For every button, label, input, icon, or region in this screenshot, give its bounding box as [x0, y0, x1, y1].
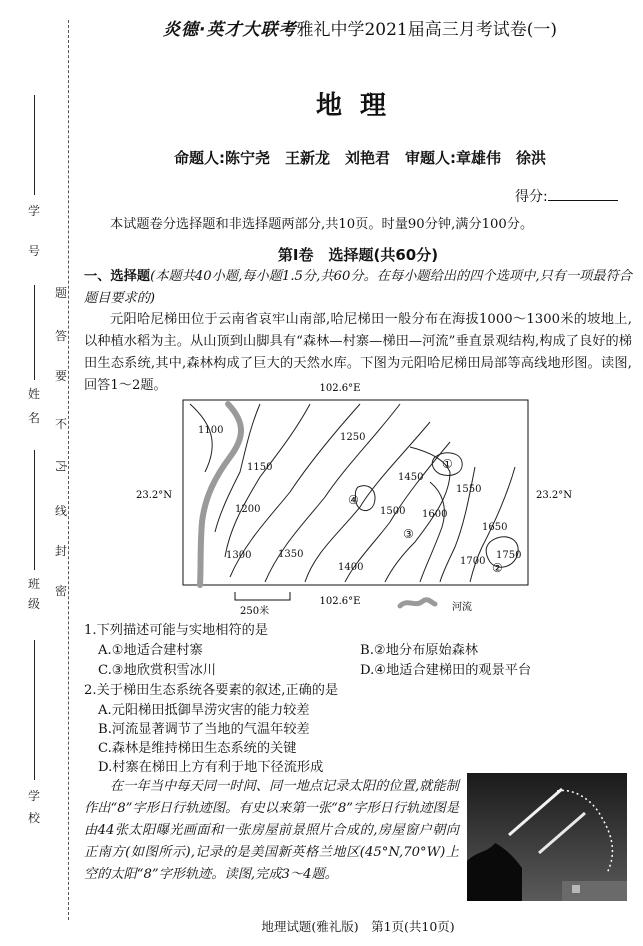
lat-left-label: 23.2°N [136, 490, 173, 501]
side-label-xuehao-1: 学 [27, 204, 40, 218]
score-blank [548, 188, 618, 201]
side-label-banji-1: 班 [27, 577, 40, 591]
q1-option-c: C.③地欣赏积雪冰川 [98, 663, 216, 678]
side-label-xingming-2: 名 [27, 411, 40, 425]
warning-char-3: 线 [54, 504, 67, 518]
authors-line: 命题人:陈宁尧 王新龙 刘艳君 审题人:章雄伟 徐洪 [174, 149, 546, 167]
contour-label: 1650 [482, 522, 508, 533]
section-title: 第Ⅰ卷 选择题(共60分) [277, 246, 439, 264]
marker-4: ④ [348, 493, 359, 507]
contour-label: 1400 [338, 562, 364, 573]
warning-char-2: 封 [54, 544, 67, 558]
lon-bottom-label: 102.6°E [319, 596, 361, 607]
q1-stem: 1.下列描述可能与实地相符的是 [84, 623, 269, 638]
warning-char-6: 要 [54, 369, 67, 383]
instructions-lead: 一、选择题 [84, 269, 151, 284]
binding-dashed-line [68, 20, 69, 920]
marker-1: ① [442, 457, 453, 471]
contour-map-svg [130, 382, 610, 622]
side-label-xingming-1: 姓 [27, 387, 40, 401]
xingming-write-line [34, 285, 35, 380]
exam-title: 雅礼中学2021届高三月考试卷(一) [296, 20, 557, 40]
warning-char-5: 不 [54, 417, 67, 431]
banji-write-line [34, 450, 35, 570]
contour-label: 1350 [278, 549, 304, 560]
legend-river-label: 河流 [452, 602, 472, 613]
score-field [515, 186, 618, 206]
scale-label: 250米 [240, 606, 270, 617]
marker-2: ② [492, 561, 503, 575]
xuexiao-write-line [34, 640, 35, 780]
contour-label: 1200 [235, 504, 261, 515]
instructions [84, 266, 632, 310]
side-label-xuehao-2: 号 [27, 244, 40, 258]
passage-1: 元阳哈尼梯田位于云南省哀牢山南部,哈尼梯田一般分布在海拔1000～1300米的坡地上,以种植水稻为主。从山顶到山脚具有“森林—村寨—梯田—河流”垂直景观结构,构成了良好的梯田生态系统,其中,森林构成了巨大的天然水库。下图为元阳哈尼梯田局部等高线地形图。读图,回答1～2题。 [84, 312, 632, 393]
side-label-banji-2: 级 [27, 597, 40, 611]
lon-top-label: 102.6°E [319, 383, 361, 394]
contour-label: 1450 [398, 472, 424, 483]
q2-option-b: B.河流显著调节了当地的气温年较差 [98, 722, 310, 737]
subject-title: 地理 [315, 91, 404, 121]
instructions-rest: (本题共40小题,每小题1.5分,共60分。在每小题给出的四个选项中,只有一项最符合题目要求的) [84, 269, 632, 306]
contour-map [130, 382, 610, 622]
page-footer: 地理试题(雅礼版) 第1页(共10页) [261, 919, 455, 934]
q1-option-d: D.④地适合建梯田的观景平台 [360, 663, 532, 678]
contour-label: 1700 [460, 556, 486, 567]
contour-label: 1100 [198, 425, 224, 436]
lat-right-label: 23.2°N [536, 490, 573, 501]
warning-char-7: 答 [54, 329, 67, 343]
contour-label: 1600 [422, 509, 448, 520]
warning-char-4: 内 [54, 459, 68, 472]
photo-house [562, 881, 627, 901]
contour-label: 1250 [340, 432, 366, 443]
side-label-xuexiao-2: 校 [27, 811, 40, 825]
legend-river-swatch [400, 600, 435, 606]
analemma-photo [467, 773, 627, 901]
q1-option-a: A.①地适合建村寨 [98, 643, 203, 658]
warning-char-8: 题 [54, 286, 67, 300]
scale-bar [235, 592, 290, 600]
contour-label: 1300 [226, 550, 252, 561]
side-label-xuexiao-1: 学 [27, 789, 40, 803]
exam-brand: 炎德·英才大联考 [163, 20, 297, 40]
warning-char-1: 密 [54, 584, 67, 598]
q1-option-b: B.②地分布原始森林 [360, 643, 479, 658]
q2-option-d: D.村寨在梯田上方有利于地下径流形成 [98, 760, 324, 775]
contour-label: 1750 [496, 550, 522, 561]
exam-header [90, 15, 630, 40]
q2-stem: 2.关于梯田生态系统各要素的叙述,正确的是 [84, 683, 339, 698]
contour-label: 1500 [380, 506, 406, 517]
xuehao-write-line [34, 95, 35, 195]
marker-3: ③ [403, 527, 414, 541]
q2-option-c: C.森林是维持梯田生态系统的关键 [98, 741, 297, 756]
photo-house-window [572, 885, 580, 893]
contour-label: 1550 [456, 484, 482, 495]
analemma-photo-svg [467, 773, 627, 901]
passage-2: 在一年当中每天同一时间、同一地点记录太阳的位置,就能制作出“8”字形日行轨迹图。有史以来第一张“8”字形日行轨迹图是由44张太阳曝光画面和一张房屋前景照片合成的,房屋窗户朝向正南方(如图所示),记录的是美国新英格兰地区(45°N,70°W)上空的太阳“8”字形轨迹。读图,完成3～4题。 [84, 779, 459, 882]
score-label: 得分: [515, 189, 548, 205]
intro-text: 本试题卷分选择题和非选择题两部分,共10页。时量90分钟,满分100分。 [110, 217, 534, 232]
contour-label: 1150 [247, 462, 273, 473]
q2-option-a: A.元阳梯田抵御旱涝灾害的能力较差 [98, 703, 310, 718]
